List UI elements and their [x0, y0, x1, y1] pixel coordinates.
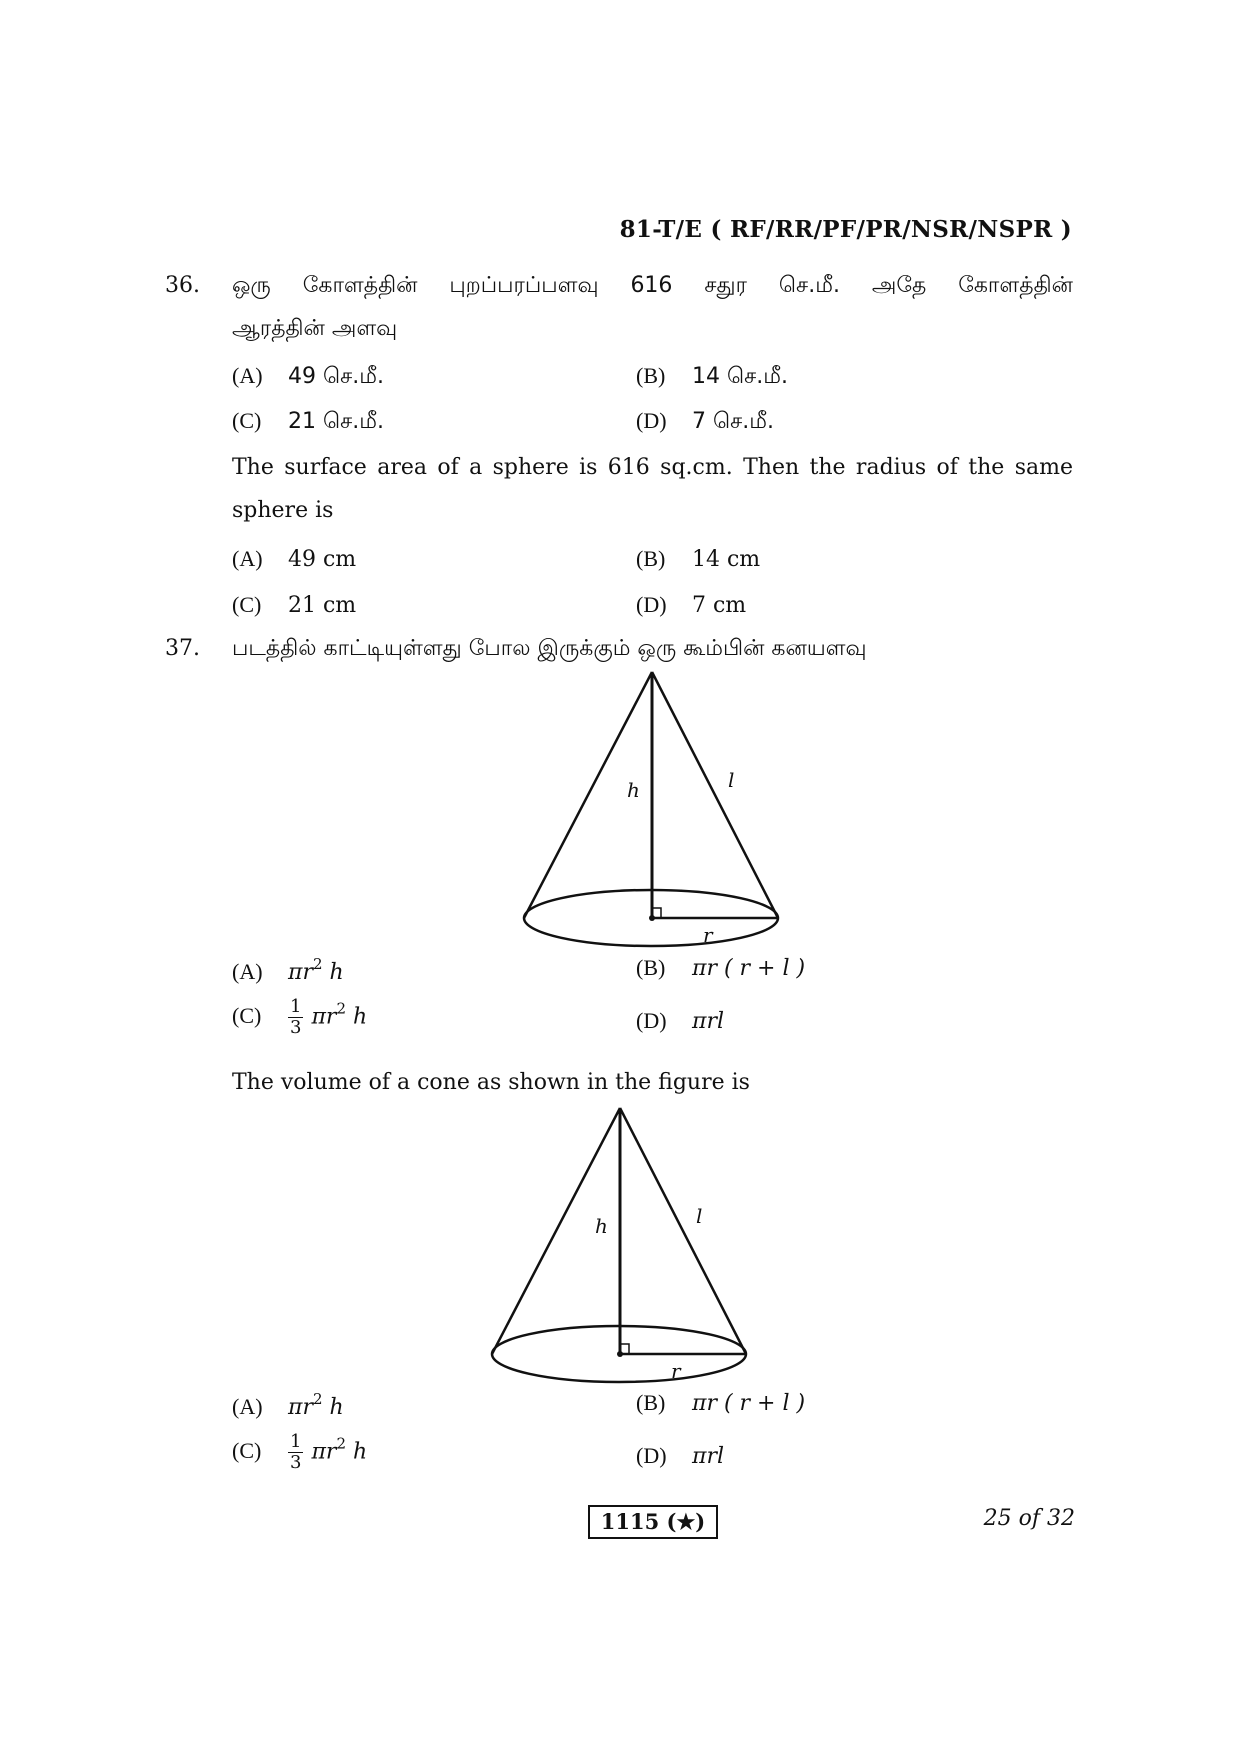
- pi-symbol: π: [311, 1004, 326, 1030]
- question-37-number: 37.: [165, 636, 200, 661]
- question-36-english-line2: sphere is: [232, 498, 334, 523]
- option-label: (A): [232, 363, 263, 388]
- cone-slant-right: [620, 1108, 746, 1354]
- q36-english-option-a[interactable]: [232, 546, 356, 572]
- q36-tamil-option-a[interactable]: [232, 363, 384, 392]
- exponent: 2: [336, 999, 346, 1018]
- q36-tamil-option-d[interactable]: [636, 408, 774, 437]
- option-label: (B): [636, 955, 666, 980]
- option-label: (C): [232, 1003, 262, 1029]
- option-label: (C): [232, 1438, 262, 1464]
- var-h: h: [353, 1004, 368, 1030]
- q36-tamil-word: அதே: [871, 273, 927, 298]
- cone-center-dot: [649, 915, 655, 921]
- question-37-english-text: The volume of a cone as shown in the figure is: [232, 1070, 750, 1095]
- option-formula: πrl: [692, 1444, 725, 1469]
- option-text: 7 cm: [692, 593, 747, 618]
- exponent: 2: [313, 955, 323, 973]
- q36-english-option-c[interactable]: [232, 592, 356, 618]
- question-37-tamil-text: படத்தில் காட்டியுள்ளது போல இருக்கும் ஒரு கூம்பின் கனயளவு: [232, 636, 867, 661]
- fraction-denominator: 3: [290, 1451, 302, 1473]
- q36-tamil-word: 616: [630, 273, 673, 298]
- var-r: r: [302, 960, 313, 985]
- height-label: h: [595, 1214, 608, 1238]
- q37-english-option-c[interactable]: [232, 1432, 367, 1473]
- option-formula: πr ( r + l ): [692, 956, 806, 981]
- pi-symbol: π: [311, 1439, 326, 1465]
- cone-slant-right: [652, 672, 778, 918]
- question-booklet-code: 1115 (★): [588, 1505, 718, 1539]
- var-r: r: [325, 1004, 337, 1030]
- question-36-number: 36.: [165, 273, 200, 298]
- fraction-numerator: 1: [290, 1431, 302, 1452]
- radius-label: r: [703, 923, 713, 947]
- q36-tamil-option-c[interactable]: [232, 408, 384, 437]
- q37-tamil-option-b[interactable]: [636, 955, 805, 981]
- q36-english-option-b[interactable]: [636, 546, 760, 572]
- q36-tamil-word: கோளத்தின்: [958, 273, 1073, 298]
- q36-tamil-word: செ.மீ.: [778, 273, 840, 298]
- var-r: r: [325, 1439, 337, 1465]
- option-label: (D): [636, 592, 667, 617]
- option-label: (B): [636, 546, 666, 571]
- height-label: h: [627, 778, 640, 802]
- option-formula: [288, 1432, 367, 1473]
- q36-tamil-word: புறப்பரப்பளவு: [449, 273, 599, 298]
- question-36-tamil-line1: [232, 273, 1073, 301]
- option-formula: πrl: [692, 1009, 725, 1034]
- page-number: 25 of 32: [983, 1506, 1075, 1531]
- q37-tamil-option-c[interactable]: [232, 997, 367, 1038]
- option-text: 14 cm: [692, 547, 761, 572]
- q37-tamil-option-a[interactable]: [232, 955, 344, 985]
- option-formula: πr ( r + l ): [692, 1391, 806, 1416]
- q37-tamil-option-d[interactable]: [636, 1008, 724, 1034]
- radius-label: r: [671, 1359, 681, 1383]
- option-label: (B): [636, 1390, 666, 1415]
- option-text: 49 செ.மீ.: [288, 364, 385, 389]
- option-label: (D): [636, 408, 667, 433]
- option-text: 49 cm: [288, 547, 357, 572]
- option-label: (A): [232, 1394, 263, 1419]
- var-r: r: [302, 1395, 313, 1420]
- option-formula: [288, 1390, 344, 1420]
- slant-label: l: [696, 1204, 703, 1228]
- question-36-tamil-line2: ஆரத்தின் அளவு: [232, 316, 398, 341]
- option-text: 21 செ.மீ.: [288, 409, 385, 434]
- q36-tamil-word: சதுர: [704, 273, 747, 298]
- q37-english-option-b[interactable]: [636, 1390, 805, 1416]
- exponent: 2: [313, 1390, 323, 1408]
- fraction: [288, 1432, 303, 1473]
- paper-code: 81-T/E ( RF/RR/PF/PR/NSR/NSPR ): [619, 216, 1072, 243]
- option-text: 14 செ.மீ.: [692, 364, 789, 389]
- cone-center-dot: [617, 1351, 623, 1357]
- q36-tamil-word: கோளத்தின்: [302, 273, 418, 298]
- option-formula: [288, 997, 367, 1038]
- q36-english-option-d[interactable]: [636, 592, 746, 618]
- pi-symbol: π: [288, 1395, 303, 1420]
- option-formula: [288, 955, 344, 985]
- option-label: (A): [232, 959, 263, 984]
- fraction: [288, 997, 303, 1038]
- option-text: 7 செ.மீ.: [692, 409, 775, 434]
- pi-symbol: π: [288, 960, 303, 985]
- cone-figure-tamil: [520, 662, 790, 962]
- var-h: h: [329, 1395, 344, 1420]
- q37-english-option-a[interactable]: [232, 1390, 344, 1420]
- option-label: (C): [232, 592, 262, 617]
- q36-tamil-word: ஒரு: [232, 273, 271, 298]
- option-label: (D): [636, 1443, 667, 1468]
- question-36-english-line1: The surface area of a sphere is 616 sq.cm. Then the radius of the same: [232, 455, 1073, 480]
- option-label: (B): [636, 363, 666, 388]
- fraction-numerator: 1: [290, 996, 302, 1017]
- var-h: h: [353, 1439, 368, 1465]
- option-label: (A): [232, 546, 263, 571]
- cone-figure-english: [488, 1098, 758, 1398]
- q37-english-option-d[interactable]: [636, 1443, 724, 1469]
- option-text: 21 cm: [288, 593, 357, 618]
- exponent: 2: [336, 1434, 346, 1453]
- option-label: (D): [636, 1008, 667, 1033]
- q36-tamil-option-b[interactable]: [636, 363, 788, 392]
- var-h: h: [329, 960, 344, 985]
- fraction-denominator: 3: [290, 1016, 302, 1038]
- slant-label: l: [728, 768, 735, 792]
- option-label: (C): [232, 408, 262, 433]
